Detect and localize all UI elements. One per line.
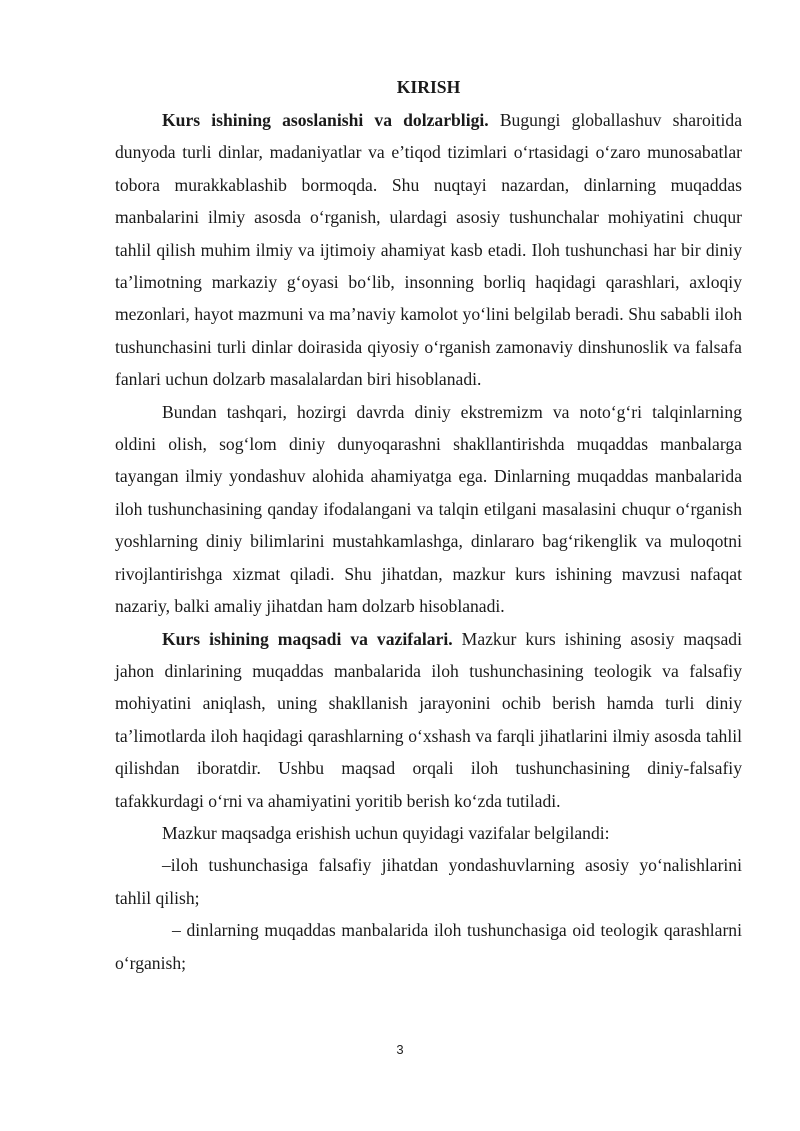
paragraph-text-importance: Bundan tashqari, hozirgi davrda diniy ekstremizm va noto‘g‘ri talqinlarning oldini olish, sog‘lom diniy dunyoqarashni shakllantirishda muqaddas manbalarga tayangan ilmiy yondashuv alohida ahamiyatga ega. Dinlarning muqaddas manbalarida iloh tushunchasining qanday ifodalangani va talqin etilgani masalasini chuqur o‘rganish yoshlarning diniy bilimlarini mustahkamlashga, dinlararo bag‘rikenglik va muloqotni rivojlantirishga xizmat qiladi. Shu jihatdan, mazkur kurs ishining mavzusi nafaqat nazariy, balki amaliy jihatdan ham dolzarb hisoblanadi. [115, 401, 742, 617]
document-page [115, 70, 742, 979]
paragraph-relevance [115, 104, 742, 396]
task-item-2: – dinlarning muqaddas manbalarida iloh tushunchasiga oid teologik qarashlarni o‘rganish; [115, 920, 742, 973]
section-title: KIRISH [396, 77, 461, 97]
task-item-1: –iloh tushunchasiga falsafiy jihatdan yondashuvlarning asosiy yo‘nalishlarini tahlil qilish; [115, 855, 742, 908]
paragraph-importance [115, 396, 742, 623]
page-number: 3 [396, 1042, 404, 1057]
paragraph-text-goal: Mazkur kurs ishining asosiy maqsadi jahon dinlarining muqaddas manbalarida iloh tushunchasining teologik va falsafiy mohiyatini aniqlash, uning shakllanish jarayonini ochib berish hamda turli diniy ta’limotlarda iloh haqidagi qarashlarning o‘xshash va farqli jihatlarini ilmiy asosda tahlil qilishdan iboratdir. Ushbu maqsad orqali iloh tushunchasining diniy-falsafiy tafakkurdagi o‘rni va ahamiyatini yoritib berish ko‘zda tutiladi. [115, 628, 742, 811]
paragraph-tasks-intro [115, 817, 742, 849]
paragraph-goal [115, 623, 742, 817]
paragraph-lead-relevance: Kurs ishining asoslanishi va dolzarbligi. [162, 110, 489, 130]
paragraph-lead-goal: Kurs ishining maqsadi va vazifalari. [162, 628, 453, 649]
paragraph-text-tasks-intro: Mazkur maqsadga erishish uchun quyidagi vazifalar belgilandi: [162, 822, 610, 843]
paragraph-text-relevance: Bugungi globallashuv sharoitida dunyoda turli dinlar, madaniyatlar va e’tiqod tizimlari o‘rtasidagi o‘zaro munosabatlar tobora murakkablashib bormoqda. Shu nuqtayi nazardan, dinlarning muqaddas manbalarini ilmiy asosda o‘rganish, ulardagi asosiy tushunchalar mohiyatini chuqur tahlil qilish muhim ilmiy va ijtimoiy ahamiyat kasb etadi. Iloh tushunchasi har bir diniy ta’limotning markaziy g‘oyasi bo‘lib, insonning borliq haqidagi qarashlari, axloqiy mezonlari, hayot mazmuni va ma’naviy kamolot yo‘lini belgilab beradi. Shu sababli iloh tushunchasini turli dinlar doirasida qiyosiy o‘rganish zamonaviy dinshunoslik va falsafa fanlari uchun dolzarb masalalardan biri hisoblanadi. [115, 110, 743, 390]
